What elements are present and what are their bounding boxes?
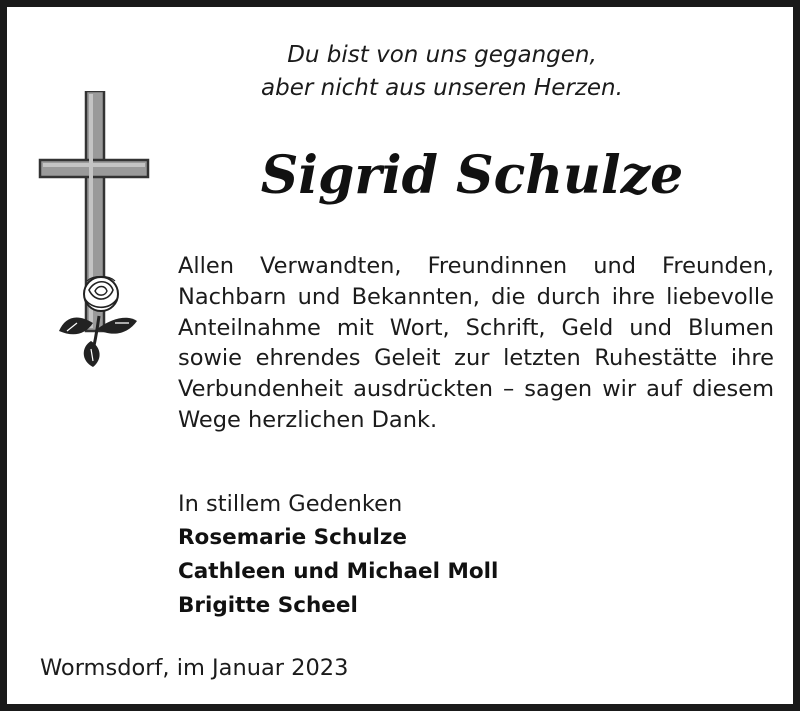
thank-you-message: Allen Verwandten, Freundinnen und Freunden, Nachbarn und Bekannten, die durch ihre liebevolle Anteilnahme mit Wort, Schrift, Geld und Blumen sowie ehrendes Geleit zur letzten Ruhestätte ihre Verbundenheit ausdrückten – sagen wir auf diesem Wege herzlichen Dank. bbox=[178, 253, 774, 433]
family-member: Rosemarie Schulze bbox=[178, 525, 407, 550]
family-member: Cathleen und Michael Moll bbox=[178, 559, 499, 584]
motto-line-1: Du bist von uns gegangen, bbox=[287, 42, 597, 68]
place-and-date: Wormsdorf, im Januar 2023 bbox=[40, 655, 349, 681]
rose-icon bbox=[59, 277, 137, 368]
family-member: Brigitte Scheel bbox=[178, 593, 358, 618]
signoff-intro: In stillem Gedenken bbox=[178, 491, 403, 517]
memorial-motto bbox=[237, 39, 647, 105]
deceased-name: Sigrid Schulze bbox=[260, 145, 684, 206]
signoff-block bbox=[178, 487, 678, 623]
cross-with-rose-illustration bbox=[37, 91, 152, 376]
motto-line-2: aber nicht aus unseren Herzen. bbox=[261, 75, 623, 101]
